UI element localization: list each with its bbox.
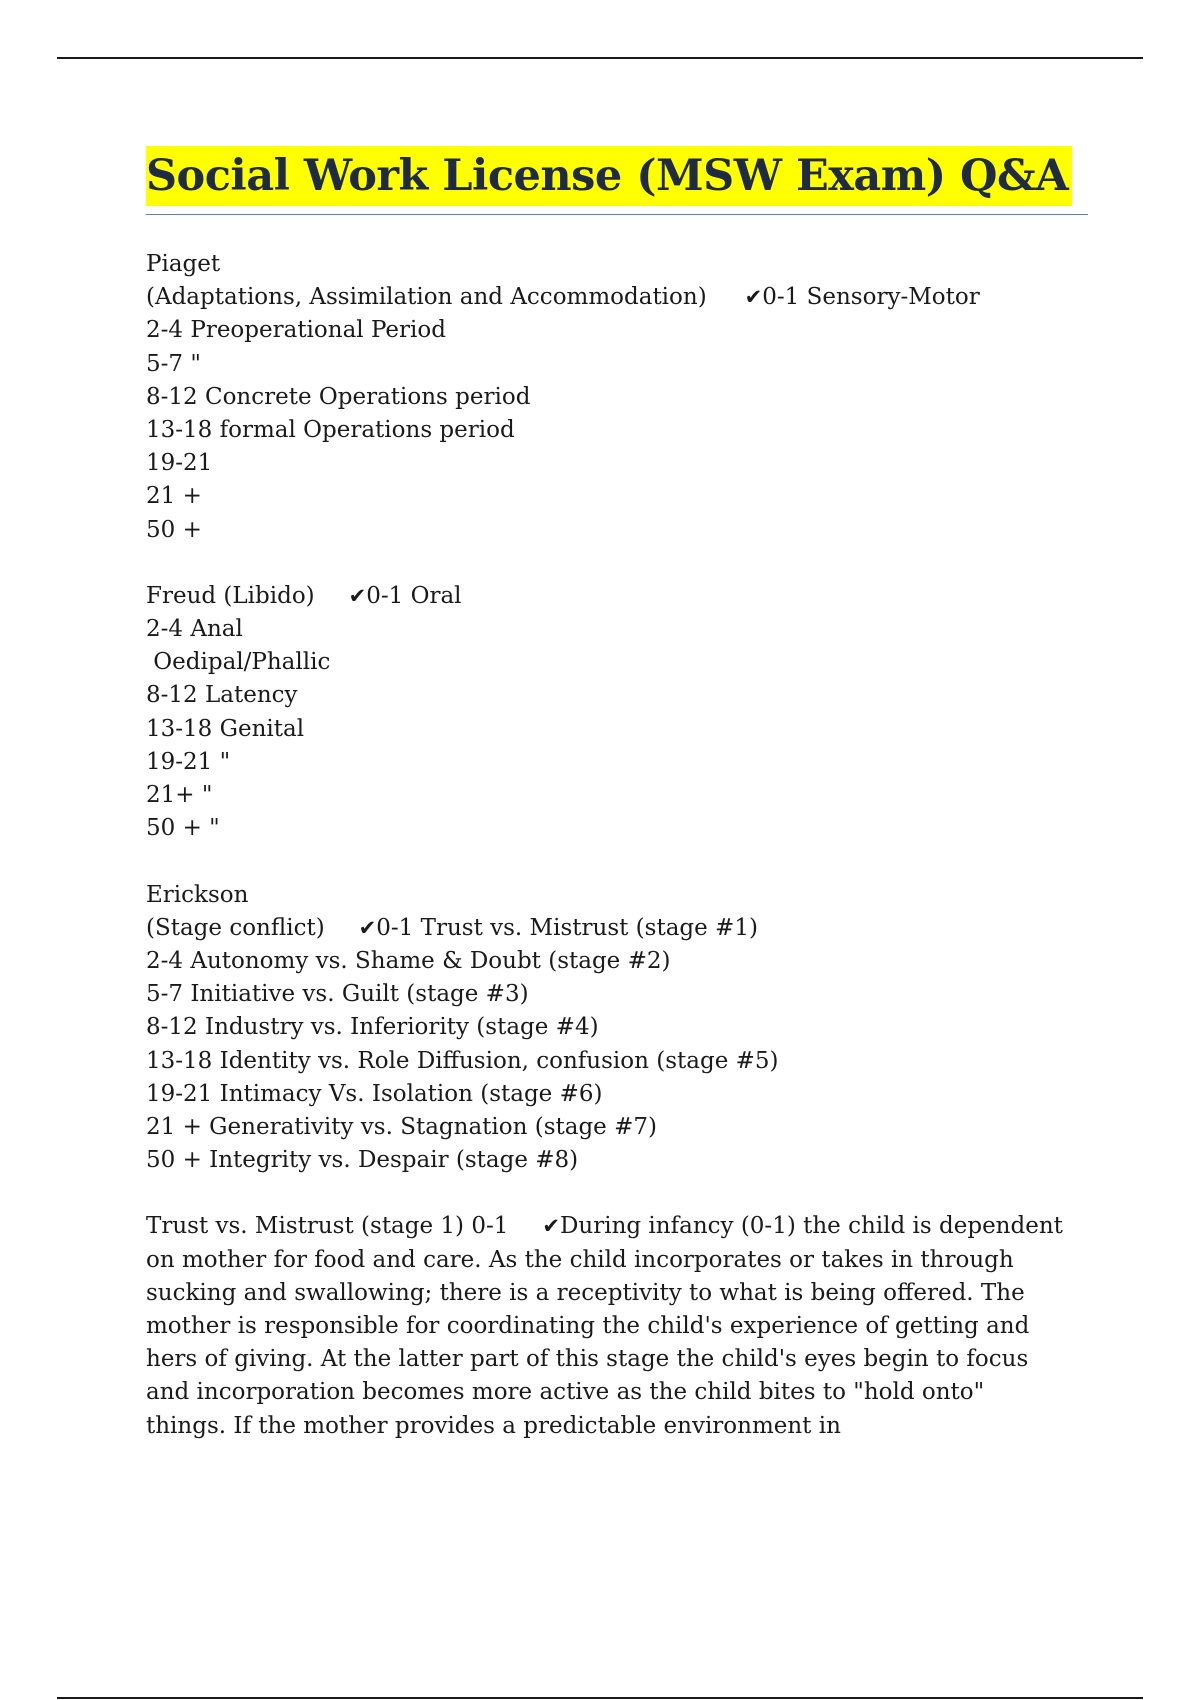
qa-body: [146, 248, 1088, 1443]
header-rule: [57, 57, 1143, 59]
list-item: 50 + ": [146, 815, 220, 842]
list-item: 2-4 Preoperational Period: [146, 317, 446, 344]
list-item: 5-7 ": [146, 350, 201, 377]
piaget-heading: Piaget: [146, 251, 221, 277]
list-item: 19-21 Intimacy Vs. Isolation (stage #6): [146, 1080, 603, 1107]
list-item: 19-21: [146, 450, 213, 477]
list-item: 8-12 Concrete Operations period: [146, 383, 531, 410]
erickson-first-answer: 0-1 Trust vs. Mistrust (stage #1): [376, 914, 758, 941]
footer-rule: [57, 1697, 1143, 1699]
list-item: Oedipal/Phallic: [146, 649, 331, 676]
check-icon: ✔: [358, 915, 377, 940]
check-icon: ✔: [348, 583, 367, 608]
list-item: 13-18 Genital: [146, 715, 305, 742]
section-gap: [146, 547, 1088, 580]
list-item: 21+ ": [146, 782, 213, 808]
section-gap: [146, 845, 1088, 878]
list-item: 2-4 Anal: [146, 616, 243, 643]
piaget-question-line: [146, 281, 1088, 314]
title-block: [146, 146, 1088, 206]
check-icon: ✔: [744, 285, 763, 310]
list-item: 21 + Generativity vs. Stagnation (stage #7): [146, 1113, 657, 1140]
check-icon: ✔: [542, 1214, 560, 1239]
piaget-question: (Adaptations, Assimilation and Accommodation): [146, 284, 707, 311]
document-title: Social Work License (MSW Exam) Q&A: [146, 146, 1072, 206]
list-item: 21 +: [146, 483, 202, 510]
trust-paragraph: [146, 1210, 1071, 1442]
erickson-heading: Erickson: [146, 881, 249, 908]
title-underline: [146, 214, 1088, 215]
trust-answer: During infancy (0-1) the child is dependent on mother for food and care. As the child incorporates or takes in through sucking and swallowing; there is a receptivity to what is being offered. The mother is responsible for coordinating the child's experience of getting and hers of giving. At the latter part of this stage the child's eyes begin to focus and incorporation becomes more active as the child bites to "hold onto" things. If the mother provides a predictable environment in: [146, 1213, 1063, 1439]
list-item: 5-7 Initiative vs. Guilt (stage #3): [146, 981, 529, 1008]
section-gap: [146, 1177, 1088, 1210]
list-item: 13-18 Identity vs. Role Diffusion, confusion (stage #5): [146, 1047, 779, 1074]
list-item: 50 +: [146, 516, 202, 543]
list-item: 13-18 formal Operations period: [146, 416, 515, 443]
list-item: 8-12 Industry vs. Inferiority (stage #4): [146, 1014, 599, 1041]
list-item: 2-4 Autonomy vs. Shame & Doubt (stage #2): [146, 947, 671, 974]
trust-question: Trust vs. Mistrust (stage 1) 0-1: [146, 1213, 509, 1240]
list-item: 8-12 Latency: [146, 682, 298, 709]
piaget-first-answer: 0-1 Sensory-Motor: [762, 284, 980, 311]
freud-question: Freud (Libido): [146, 582, 315, 609]
erickson-question: (Stage conflict): [146, 914, 325, 941]
erickson-question-line: [146, 912, 1088, 945]
list-item: 19-21 ": [146, 748, 231, 775]
list-item: 50 + Integrity vs. Despair (stage #8): [146, 1147, 579, 1174]
freud-first-answer: 0-1 Oral: [366, 582, 462, 609]
freud-question-line: [146, 580, 1088, 613]
